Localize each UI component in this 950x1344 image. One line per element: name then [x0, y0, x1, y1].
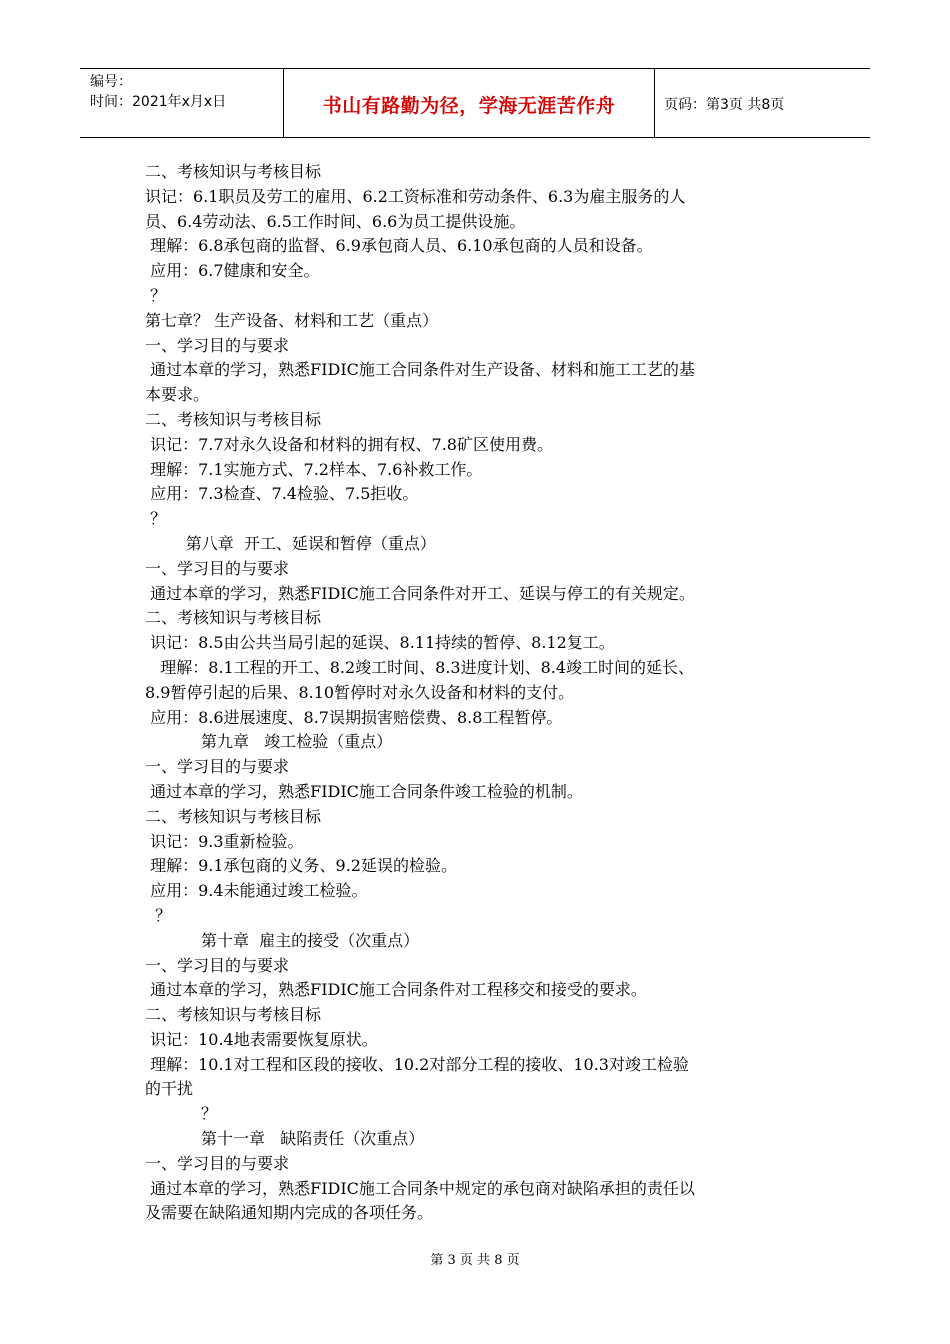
text-line: 8.9暂停引起的后果、8.10暂停时对永久设备和材料的支付。 — [145, 682, 575, 702]
text-line: 二、考核知识与考核目标 — [145, 1005, 322, 1025]
text-line: 一、学习目的与要求 — [145, 558, 290, 578]
text-line: 识记：6.1职员及劳工的雇用、6.2工资标准和劳动条件、6.3为雇主服务的人 — [145, 186, 686, 206]
text-line: 通过本章的学习，熟悉FIDIC施工合同条件竣工检验的机制。 — [145, 781, 583, 801]
document-body — [145, 160, 815, 1226]
header-meta — [90, 72, 226, 112]
text-line: 识记：9.3重新检验。 — [145, 831, 304, 851]
text-line: 的干扰 — [145, 1079, 194, 1099]
text-line: 一、学习目的与要求 — [145, 1153, 290, 1173]
text-line: ？ — [145, 285, 167, 305]
text-line: ？ — [145, 905, 172, 925]
text-line: 应用：9.4未能通过竣工检验。 — [145, 881, 368, 901]
text-line: 通过本章的学习，熟悉FIDIC施工合同条件对开工、延误与停工的有关规定。 — [145, 583, 695, 603]
text-line: 一、学习目的与要求 — [145, 335, 290, 355]
document-time-label: 时间：2021年x月x日 — [90, 94, 227, 110]
text-line: 本要求。 — [145, 385, 210, 405]
document-number-label: 编号： — [90, 74, 132, 90]
text-line: 二、考核知识与考核目标 — [145, 162, 322, 181]
text-line: 识记：8.5由公共当局引起的延误、8.11持续的暂停、8.12复工。 — [145, 633, 615, 653]
text-line: 理解：9.1承包商的义务、9.2延误的检验。 — [145, 856, 457, 876]
text-line: 通过本章的学习，熟悉FIDIC施工合同条中规定的承包商对缺陷承担的责任以 — [145, 1178, 695, 1198]
text-line: 员、6.4劳动法、6.5工作时间、6.6为员工提供设施。 — [145, 211, 526, 231]
text-line: ？ — [145, 1104, 217, 1124]
text-line: 理解：6.8承包商的监督、6.9承包商人员、6.10承包商的人员和设备。 — [145, 236, 653, 256]
text-line: 识记：10.4地表需要恢复原状。 — [145, 1029, 378, 1049]
text-line: 第十一章 缺陷责任（次重点） — [145, 1129, 425, 1149]
text-line: 第十章 雇主的接受（次重点） — [145, 930, 420, 950]
header-motto: 书山有路勤为径，学海无涯苦作舟 — [322, 95, 616, 117]
text-line: 应用：6.7健康和安全。 — [145, 261, 320, 281]
text-line: 第八章 开工、延误和暂停（重点） — [145, 533, 436, 553]
text-line: 通过本章的学习，熟悉FIDIC施工合同条件对工程移交和接受的要求。 — [145, 980, 647, 1000]
text-line: 通过本章的学习，熟悉FIDIC施工合同条件对生产设备、材料和施工工艺的基 — [145, 360, 695, 380]
text-line: 第七章？ 生产设备、材料和工艺（重点） — [145, 310, 439, 330]
text-line: 第九章 竣工检验（重点） — [145, 732, 393, 752]
page-footer: 第 3 页 共 8 页 — [430, 1253, 520, 1268]
text-line: 应用：8.6进展速度、8.7误期损害赔偿费、8.8工程暂停。 — [145, 707, 563, 727]
text-line: 理解：8.1工程的开工、8.2竣工时间、8.3进度计划、8.4竣工时间的延长、 — [145, 657, 695, 677]
text-line: ？ — [145, 509, 167, 529]
text-line: 识记：7.7对永久设备和材料的拥有权、7.8矿区使用费。 — [145, 434, 553, 454]
text-line: 一、学习目的与要求 — [145, 955, 290, 975]
page-header — [80, 68, 870, 138]
header-divider — [654, 69, 655, 137]
text-line: 理解：7.1实施方式、7.2样本、7.6补救工作。 — [145, 459, 483, 479]
text-line: 一、学习目的与要求 — [145, 757, 290, 777]
text-line: 及需要在缺陷通知期内完成的各项任务。 — [145, 1203, 434, 1223]
text-line: 二、考核知识与考核目标 — [145, 409, 322, 429]
text-line: 应用：7.3检查、7.4检验、7.5拒收。 — [145, 484, 419, 504]
text-line: 二、考核知识与考核目标 — [145, 806, 322, 826]
header-page-number: 页码：第3页 共8页 — [664, 97, 785, 113]
text-line: 二、考核知识与考核目标 — [145, 608, 322, 628]
text-line: 理解：10.1对工程和区段的接收、10.2对部分工程的接收、10.3对竣工检验 — [145, 1054, 689, 1074]
